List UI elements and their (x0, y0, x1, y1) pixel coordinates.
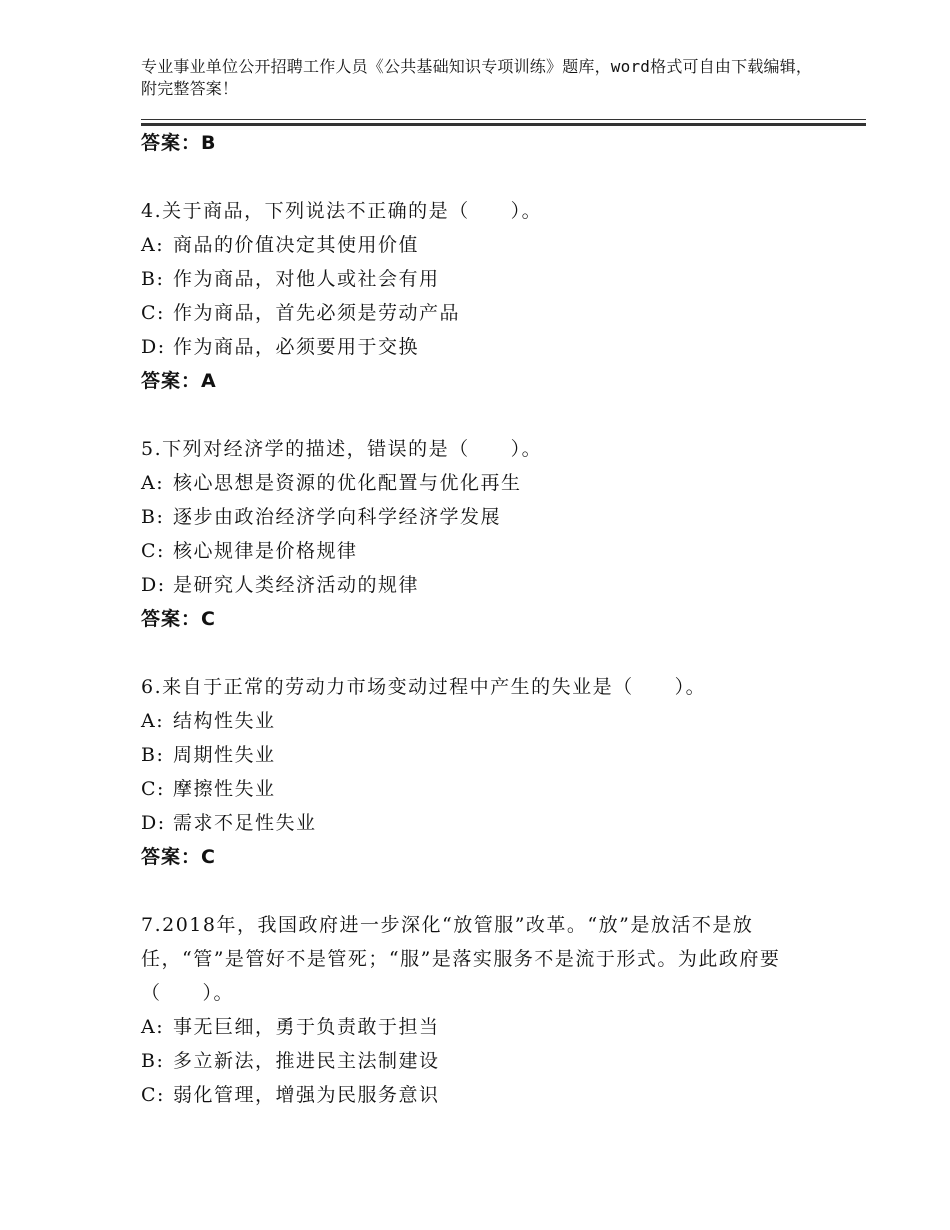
option-letter: A: (141, 234, 165, 256)
question-stem: 4.关于商品，下列说法不正确的是（ ）。 (141, 200, 543, 222)
option-letter: C: (141, 302, 165, 324)
option-letter: C: (141, 1084, 165, 1106)
answer-line: 答案：B (141, 132, 217, 154)
option-text: 作为商品，必须要用于交换 (173, 336, 420, 358)
option-d (141, 568, 821, 602)
option-letter: D: (141, 574, 166, 596)
question-stem: 6.来自于正常的劳动力市场变动过程中产生的失业是（ ）。 (141, 676, 707, 698)
option-text: 作为商品，首先必须是劳动产品 (173, 302, 461, 324)
option-text: 结构性失业 (173, 710, 276, 732)
option-text: 摩擦性失业 (173, 778, 276, 800)
option-text: 逐步由政治经济学向科学经济学发展 (173, 506, 502, 528)
option-text: 作为商品，对他人或社会有用 (173, 268, 440, 290)
header-rule-thin (141, 119, 866, 120)
option-letter: B: (141, 1050, 165, 1072)
option-letter: C: (141, 778, 165, 800)
question-stem: 7.2018年，我国政府进一步深化“放管服”改革。“放”是放活不是放任，“管”是管好不是管死；“服”是落实服务不是流于形式。为此政府要（ ）。 (141, 914, 781, 1004)
question-list (141, 126, 821, 1112)
option-c (141, 296, 821, 330)
option-a (141, 466, 821, 500)
option-c (141, 772, 821, 806)
question-item (141, 908, 821, 1112)
question-item (141, 432, 821, 636)
option-letter: C: (141, 540, 165, 562)
question-stem: 5.下列对经济学的描述，错误的是（ ）。 (141, 438, 543, 460)
answer-line: 答案：C (141, 846, 216, 868)
question-item (141, 670, 821, 874)
option-text: 需求不足性失业 (173, 812, 317, 834)
option-d (141, 330, 821, 364)
option-c (141, 534, 821, 568)
question-item (141, 194, 821, 398)
option-letter: A: (141, 710, 165, 732)
option-letter: B: (141, 506, 165, 528)
option-b (141, 738, 821, 772)
option-c (141, 1078, 821, 1112)
option-text: 核心规律是价格规律 (173, 540, 358, 562)
option-text: 事无巨细，勇于负责敢于担当 (173, 1016, 440, 1038)
option-b (141, 500, 821, 534)
option-a (141, 1010, 821, 1044)
option-letter: A: (141, 1016, 165, 1038)
option-letter: D: (141, 812, 166, 834)
option-letter: D: (141, 336, 166, 358)
option-b (141, 1044, 821, 1078)
document-header: 专业事业单位公开招聘工作人员《公共基础知识专项训练》题库，word格式可自由下载编辑，附完整答案！ (141, 57, 813, 98)
option-text: 周期性失业 (173, 744, 276, 766)
option-text: 弱化管理，增强为民服务意识 (173, 1084, 440, 1106)
answer-line: 答案：A (141, 370, 217, 392)
option-text: 是研究人类经济活动的规律 (173, 574, 420, 596)
option-letter: A: (141, 472, 165, 494)
option-text: 商品的价值决定其使用价值 (173, 234, 420, 256)
option-a (141, 228, 821, 262)
answer-line: 答案：C (141, 608, 216, 630)
option-b (141, 262, 821, 296)
option-letter: B: (141, 268, 165, 290)
option-letter: B: (141, 744, 165, 766)
option-text: 多立新法，推进民主法制建设 (173, 1050, 440, 1072)
option-a (141, 704, 821, 738)
option-d (141, 806, 821, 840)
option-text: 核心思想是资源的优化配置与优化再生 (173, 472, 522, 494)
